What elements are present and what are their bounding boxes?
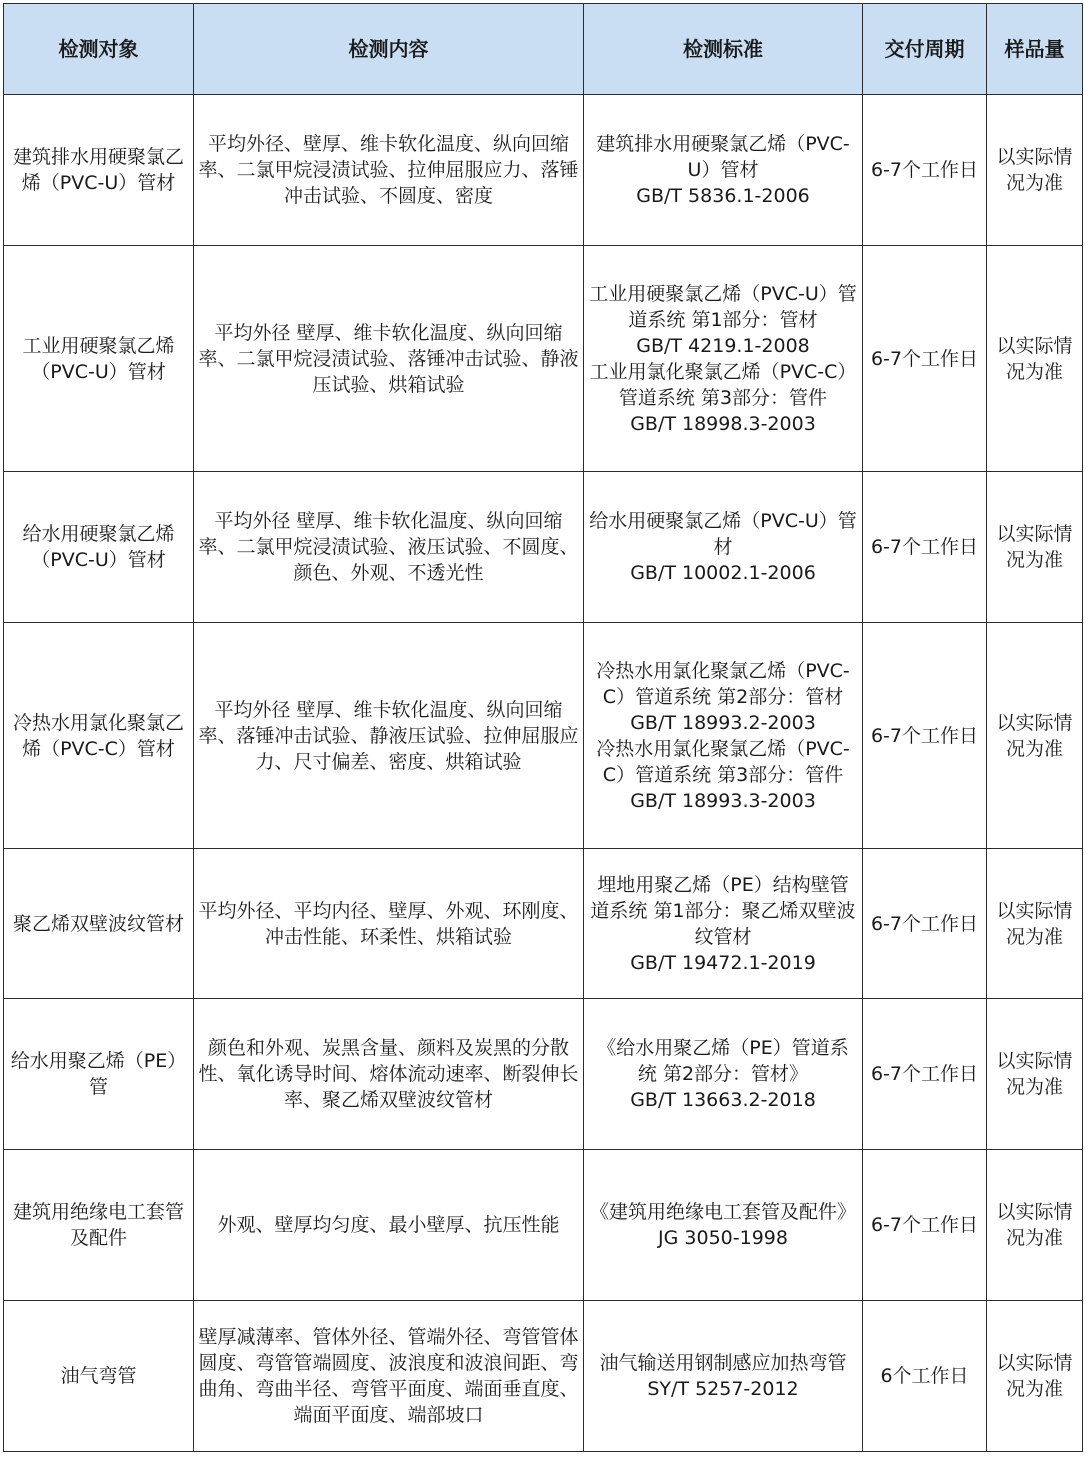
standard-line: GB/T 5836.1-2006 <box>636 185 810 207</box>
period-cell: 6个工作日 <box>863 1301 987 1452</box>
header-object: 检测对象 <box>4 4 194 95</box>
object-cell: 给水用聚乙烯（PE）管 <box>4 999 194 1150</box>
standard-line: JG 3050-1998 <box>658 1227 788 1249</box>
content-cell: 平均外径 壁厚、维卡软化温度、纵向回缩率、落锤冲击试验、静液压试验、拉伸屈服应力、尺寸偏差、密度、烘箱试验 <box>194 623 584 849</box>
standard-line: GB/T 13663.2-2018 <box>630 1089 816 1111</box>
standard-line: SY/T 5257-2012 <box>647 1378 799 1400</box>
object-cell: 建筑用绝缘电工套管及配件 <box>4 1150 194 1301</box>
standard-line: 油气输送用钢制感应加热弯管 <box>599 1352 847 1374</box>
sample-cell: 以实际情况为准 <box>987 1150 1083 1301</box>
table-row <box>4 999 1083 1150</box>
standard-cell <box>584 1150 863 1301</box>
standard-line: 埋地用聚乙烯（PE）结构壁管道系统 第1部分：聚乙烯双壁波纹管材 <box>590 873 856 948</box>
standard-cell <box>584 472 863 623</box>
table-row <box>4 246 1083 472</box>
object-cell: 冷热水用氯化聚氯乙烯（PVC-C）管材 <box>4 623 194 849</box>
inspection-table <box>3 3 1083 1452</box>
standard-line: GB/T 4219.1-2008 <box>636 334 810 357</box>
table-row <box>4 849 1083 999</box>
period-cell: 6-7个工作日 <box>863 999 987 1150</box>
object-cell: 工业用硬聚氯乙烯（PVC-U）管材 <box>4 246 194 472</box>
standard-cell <box>584 246 863 472</box>
standard-line: 给水用硬聚氯乙烯（PVC-U）管材 <box>589 510 857 558</box>
table-row <box>4 95 1083 246</box>
period-cell: 6-7个工作日 <box>863 849 987 999</box>
period-cell: 6-7个工作日 <box>863 246 987 472</box>
standard-line: 工业用硬聚氯乙烯（PVC-U）管道系统 第1部分：管材 <box>589 282 857 331</box>
standard-line: GB/T 10002.1-2006 <box>630 562 816 584</box>
content-cell: 平均外径 壁厚、维卡软化温度、纵向回缩率、二氯甲烷浸渍试验、落锤冲击试验、静液压试验、烘箱试验 <box>194 246 584 472</box>
sample-cell: 以实际情况为准 <box>987 849 1083 999</box>
content-cell: 外观、壁厚均匀度、最小壁厚、抗压性能 <box>194 1150 584 1301</box>
sample-cell: 以实际情况为准 <box>987 1301 1083 1452</box>
content-cell: 壁厚减薄率、管体外径、管端外径、弯管管体圆度、弯管管端圆度、波浪度和波浪间距、弯曲角、弯曲半径、弯管平面度、端面垂直度、端面平面度、端部坡口 <box>194 1301 584 1452</box>
sample-cell: 以实际情况为准 <box>987 999 1083 1150</box>
header-sample: 样品量 <box>987 4 1083 95</box>
standard-line: GB/T 18998.3-2003 <box>630 412 816 435</box>
sample-cell: 以实际情况为准 <box>987 472 1083 623</box>
object-cell: 建筑排水用硬聚氯乙烯（PVC-U）管材 <box>4 95 194 246</box>
period-cell: 6-7个工作日 <box>863 472 987 623</box>
table-row <box>4 472 1083 623</box>
content-cell: 颜色和外观、炭黑含量、颜料及炭黑的分散性、氧化诱导时间、熔体流动速率、断裂伸长率、聚乙烯双壁波纹管材 <box>194 999 584 1150</box>
standard-line: 冷热水用氯化聚氯乙烯（PVC-C）管道系统 第2部分：管材 <box>596 659 850 708</box>
standard-line: 建筑排水用硬聚氯乙烯（PVC-U）管材 <box>596 133 850 181</box>
content-cell: 平均外径、平均内径、壁厚、外观、环刚度、冲击性能、环柔性、烘箱试验 <box>194 849 584 999</box>
content-cell: 平均外径 壁厚、维卡软化温度、纵向回缩率、二氯甲烷浸渍试验、液压试验、不圆度、颜色、外观、不透光性 <box>194 472 584 623</box>
standard-line: GB/T 18993.3-2003 <box>630 789 816 812</box>
object-cell: 聚乙烯双壁波纹管材 <box>4 849 194 999</box>
standard-line: GB/T 18993.2-2003 <box>630 711 816 734</box>
standard-cell <box>584 999 863 1150</box>
standard-cell <box>584 1301 863 1452</box>
header-period: 交付周期 <box>863 4 987 95</box>
object-cell: 给水用硬聚氯乙烯（PVC-U）管材 <box>4 472 194 623</box>
table-row <box>4 623 1083 849</box>
header-content: 检测内容 <box>194 4 584 95</box>
table-row <box>4 1301 1083 1452</box>
standard-line: 《建筑用绝缘电工套管及配件》 <box>589 1201 856 1223</box>
table-row <box>4 1150 1083 1301</box>
standard-cell <box>584 623 863 849</box>
content-cell: 平均外径、壁厚、维卡软化温度、纵向回缩率、二氯甲烷浸渍试验、拉伸屈服应力、落锤冲击试验、不圆度、密度 <box>194 95 584 246</box>
header-row <box>4 4 1083 95</box>
standard-cell <box>584 849 863 999</box>
period-cell: 6-7个工作日 <box>863 95 987 246</box>
object-cell: 油气弯管 <box>4 1301 194 1452</box>
header-standard: 检测标准 <box>584 4 863 95</box>
sample-cell: 以实际情况为准 <box>987 246 1083 472</box>
standard-cell <box>584 95 863 246</box>
standard-line: 冷热水用氯化聚氯乙烯（PVC-C）管道系统 第3部分：管件 <box>596 737 850 786</box>
period-cell: 6-7个工作日 <box>863 1150 987 1301</box>
period-cell: 6-7个工作日 <box>863 623 987 849</box>
standard-line: GB/T 19472.1-2019 <box>630 951 816 974</box>
standard-line: 《给水用聚乙烯（PE）管道系统 第2部分：管材》 <box>597 1037 849 1085</box>
standard-line: 工业用氯化聚氯乙烯（PVC-C）管道系统 第3部分：管件 <box>589 360 857 409</box>
sample-cell: 以实际情况为准 <box>987 95 1083 246</box>
sample-cell: 以实际情况为准 <box>987 623 1083 849</box>
